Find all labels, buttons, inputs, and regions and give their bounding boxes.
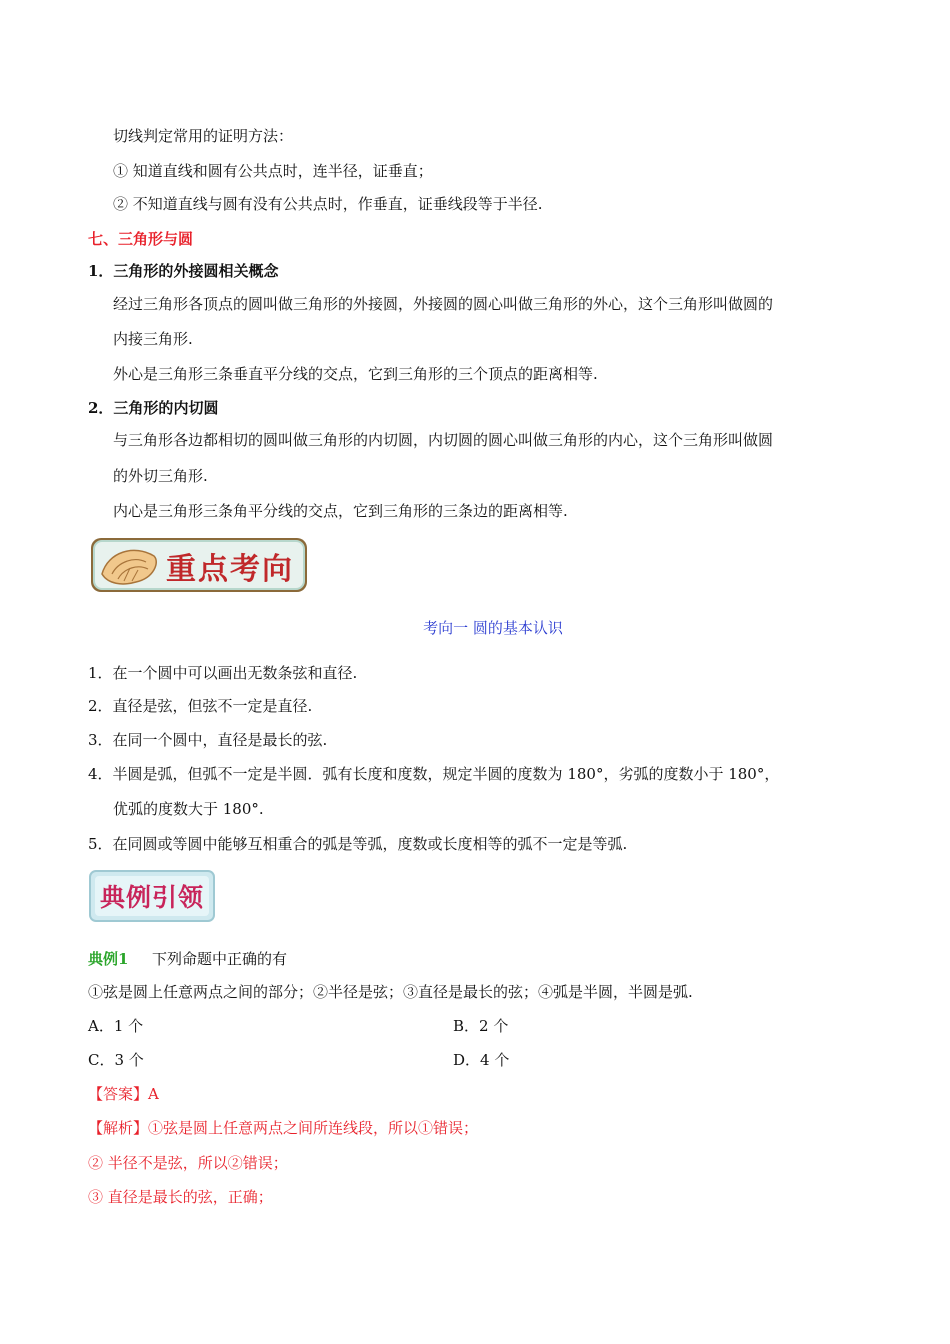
incenter-text: 内心是三角形三条角平分线的交点，它到三角形的三条边的距离相等. <box>113 502 568 520</box>
option-d: D．4 个 <box>453 1051 510 1069</box>
analysis-text-1: ①弦是圆上任意两点之间所连线段，所以①错误； <box>148 1119 479 1137</box>
circumcircle-text-1: 经过三角形各顶点的圆叫做三角形的外接圆，外接圆的圆心叫做三角形的外心，这个三角形叫做圆的 <box>113 295 774 313</box>
direction-1-item-2: 2．直径是弦，但弦不一定是直径. <box>88 697 313 715</box>
direction-1-title: 考向一 圆的基本认识 <box>423 619 563 637</box>
example-1-question: 下列命题中正确的有 <box>152 950 288 968</box>
answer: 【答案】A <box>88 1085 159 1103</box>
example-1-header <box>88 948 287 970</box>
analysis-label: 【解析】 <box>88 1119 149 1137</box>
analysis-line-1 <box>88 1117 478 1139</box>
direction-1-item-1: 1．在一个圆中可以画出无数条弦和直径. <box>88 664 358 682</box>
option-b: B．2 个 <box>453 1017 509 1035</box>
subsection-incircle-heading: 2．三角形的内切圆 <box>88 399 219 417</box>
section-7-title: 七、三角形与圆 <box>88 230 194 248</box>
example-banner <box>88 868 216 923</box>
example-1-statements: ①弦是圆上任意两点之间的部分；②半径是弦；③直径是最长的弦；④弧是半圆，半圆是弧. <box>88 983 693 1001</box>
direction-1-item-4-cont: 优弧的度数大于 180°. <box>113 800 264 818</box>
incircle-text-2: 的外切三角形. <box>113 467 208 485</box>
tangent-method-2: ② 不知道直线与圆有没有公共点时，作垂直，证垂线段等于半径. <box>113 195 543 213</box>
direction-1-item-3: 3．在同一个圆中，直径是最长的弦. <box>88 731 328 749</box>
option-a: A．1 个 <box>88 1017 144 1035</box>
analysis-line-2: ② 半径不是弦，所以②错误； <box>88 1154 288 1172</box>
tangent-method-1: ① 知道直线和圆有公共点时，连半径，证垂直； <box>113 162 433 180</box>
subsection-circumcircle-heading: 1．三角形的外接圆相关概念 <box>88 262 279 280</box>
tangent-intro: 切线判定常用的证明方法： <box>113 127 294 145</box>
direction-1-item-5: 5．在同圆或等圆中能够互相重合的弧是等弧，度数或长度相等的弧不一定是等弧. <box>88 835 628 853</box>
circumcenter-text: 外心是三角形三条垂直平分线的交点，它到三角形的三个顶点的距离相等. <box>113 365 598 383</box>
circumcircle-text-2: 内接三角形. <box>113 330 193 348</box>
incircle-text-1: 与三角形各边都相切的圆叫做三角形的内切圆，内切圆的圆心叫做三角形的内心，这个三角形叫做圆 <box>113 431 774 449</box>
direction-1-item-4: 4．半圆是弧，但弧不一定是半圆．弧有长度和度数，规定半圆的度数为 180°，劣弧的度数小于 180°， <box>88 765 780 783</box>
analysis-line-3: ③ 直径是最长的弦，正确； <box>88 1188 273 1206</box>
banner-key-text: 重点考向 <box>166 552 294 587</box>
option-c: C．3 个 <box>88 1051 144 1069</box>
example-1-label: 典例1 <box>88 950 129 968</box>
banner-example-text: 典例引领 <box>100 883 205 912</box>
key-directions-banner <box>88 534 310 596</box>
